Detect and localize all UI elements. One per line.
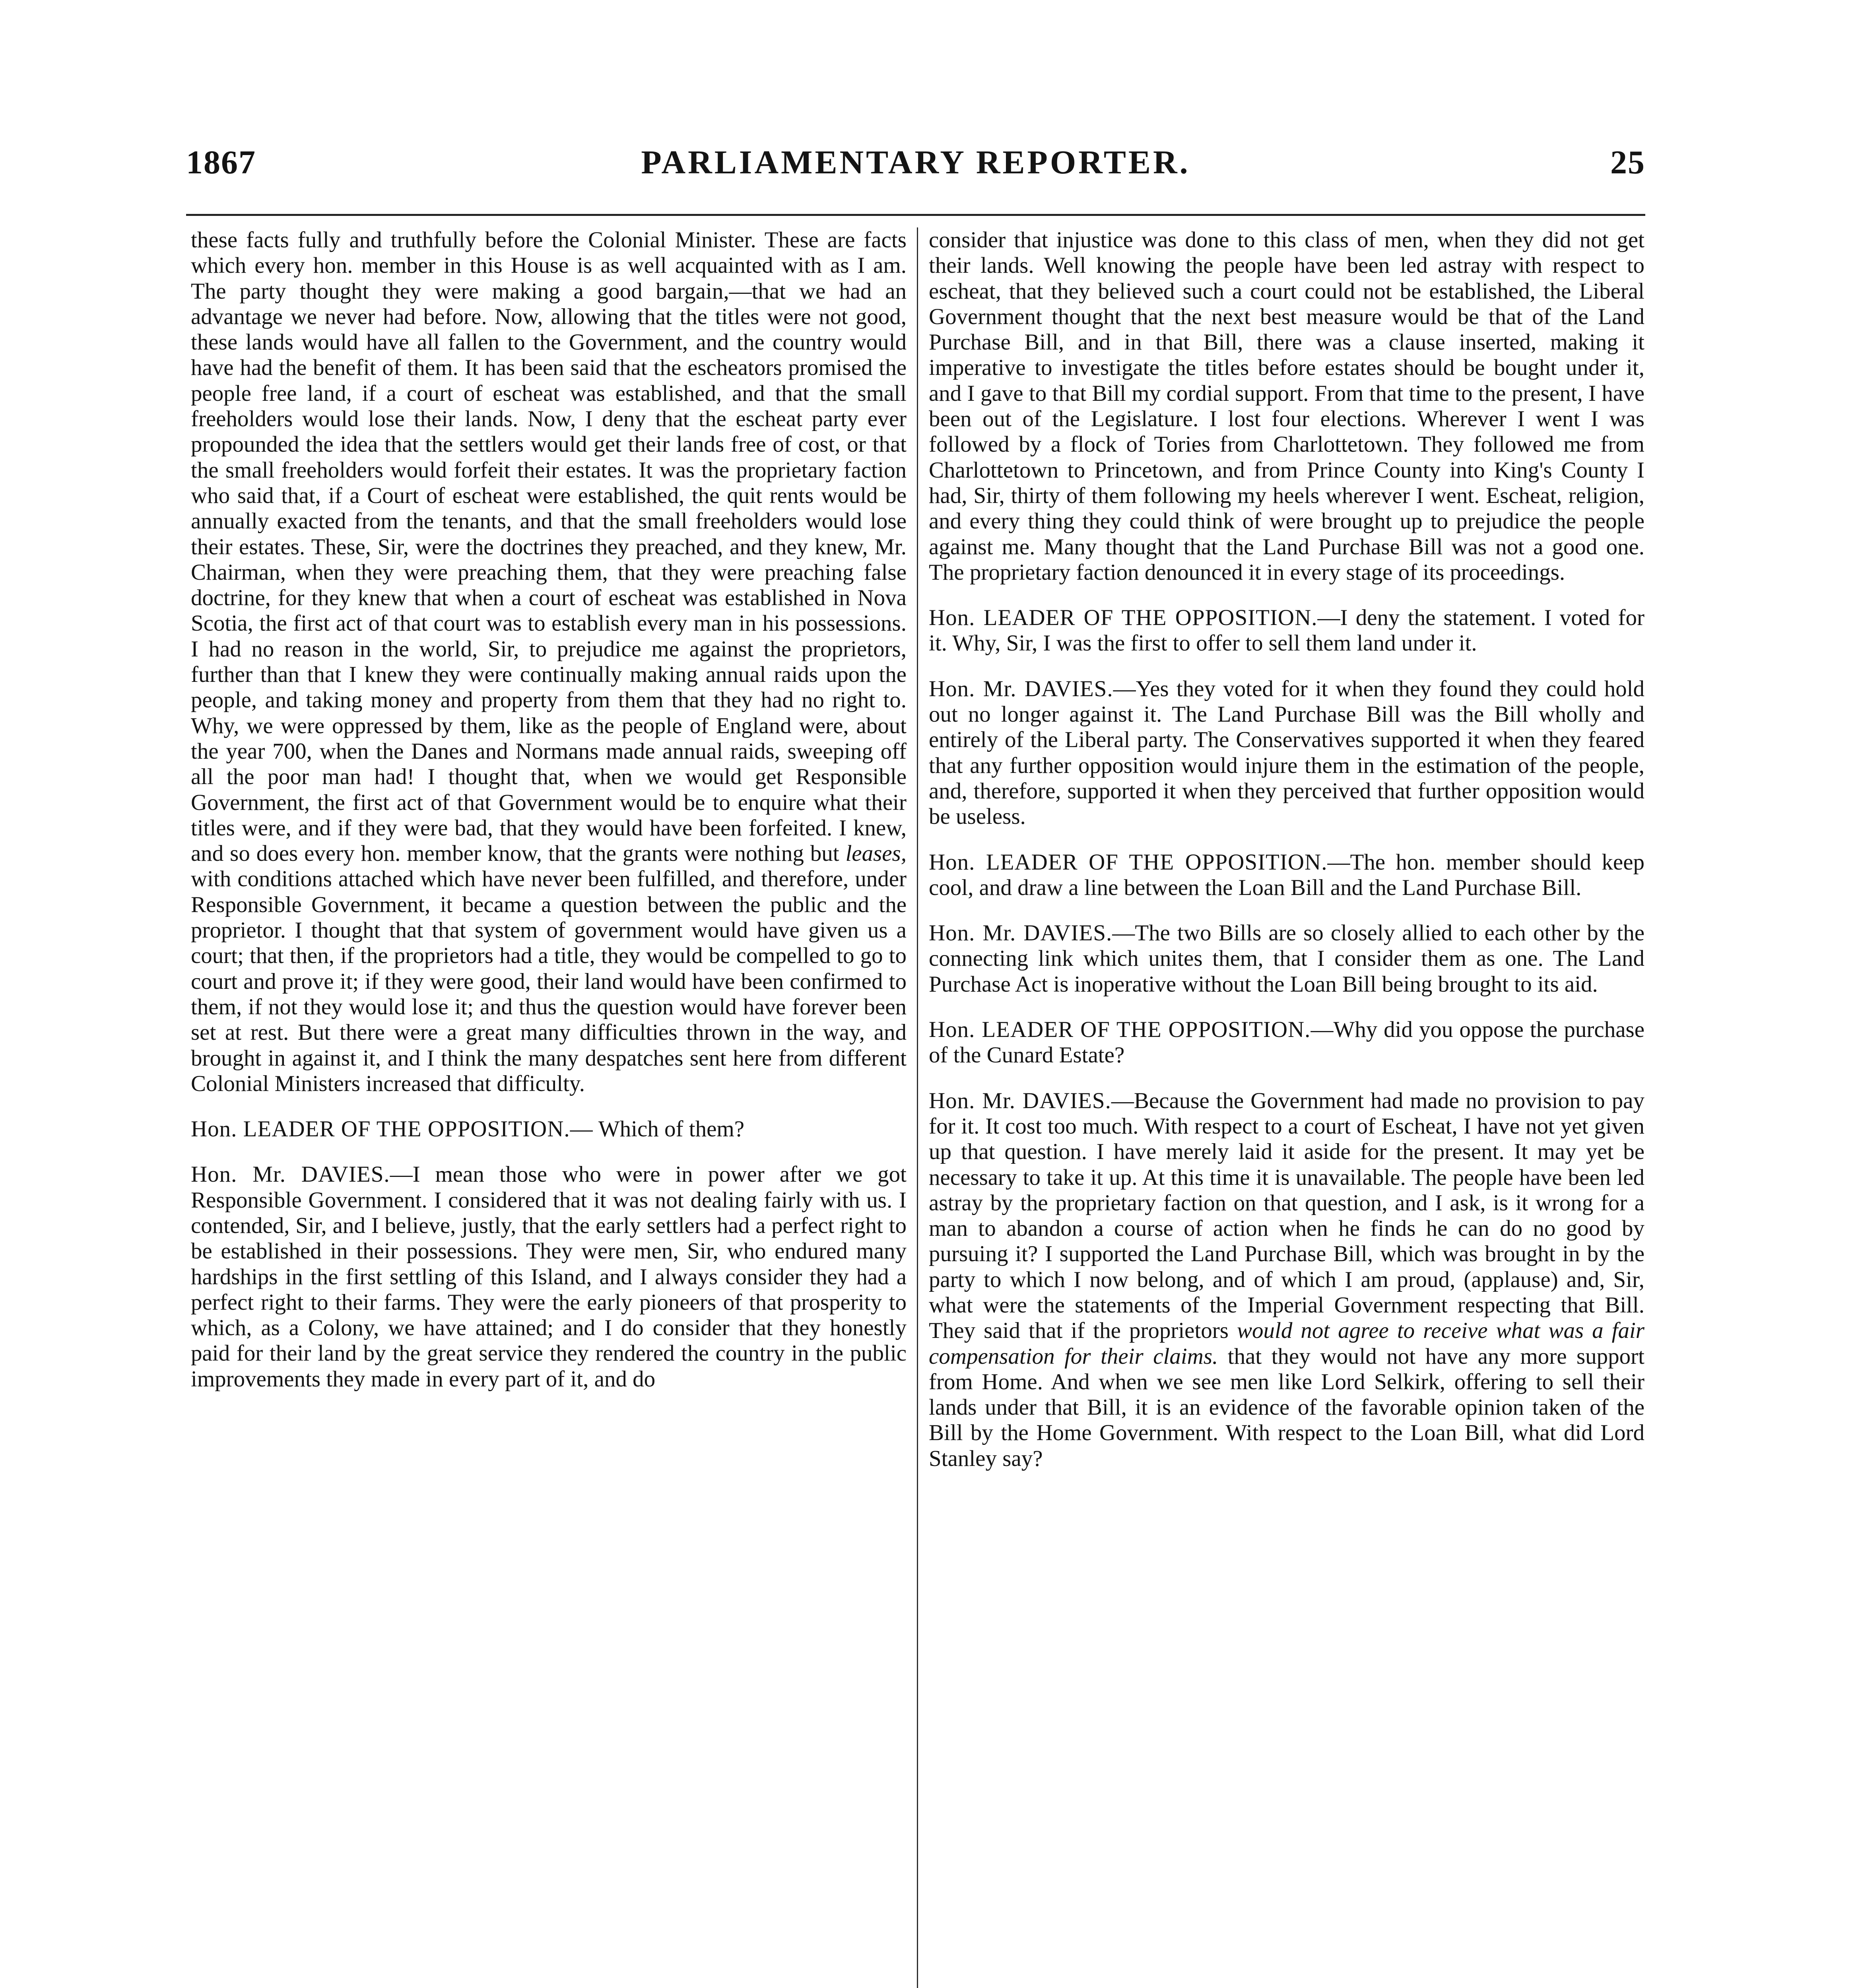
left-column [191,227,907,1392]
speech-text-italic: would not agree to receive what was a fair compensation for their claims. [929,1318,1644,1369]
speech-text: —The hon. member should keep cool, and draw a line between the Loan Bill and the Land Purchase Bill. [929,849,1644,900]
speech-text: —The two Bills are so closely allied to each other by the connecting link which unites them, that I consider them as one. The Land Purchase Act is inoperative without the Loan Bill being brought to its aid. [929,920,1645,997]
speaker-name: Hon. Mr. DAVIES. [191,1162,390,1187]
paragraph: consider that injustice was done to this class of men, when they did not get their lands. Well knowing the people have been led astray with respect to escheat, that they believed such a court could not be established, the Liberal Government thought that the next best measure would be that of the Land Purchase Bill, and in that Bill, there was a clause inserted, making it imperative to investigate the titles before estates should be bought under it, and I gave to that Bill my cordial support. From that time to the present, I have been out of the Legislature. I lost four elections. Wherever I went I was followed by a flock of Tories from Charlottetown. They followed me from Charlottetown to Princetown, and from Prince County into King's County I had, Sir, thirty of them following my heels wherever I went. Escheat, religion, and every thing they could think of were brought up to prejudice the people against me. Many thought that the Land Purchase Bill was not a good one. The proprietary faction denounced it in every stage of its proceedings. [929,227,1644,585]
speaker-name: Hon. Mr. DAVIES. [929,676,1113,701]
speech-text: —I mean those who were in power after we got Responsible Government. I considered that it was not dealing fairly with us. I contended, Sir, and I believe, justly, that the early settlers had a perfect right to be established in their possessions. They were men, Sir, who endured many hardships in the first settling of this Island, and I always consider they had a perfect right to their farms. They were the early pioneers of that prosperity to which, as a Colony, we have attained; and I do consider that they honestly paid for their land by the great service they rendered the country in the public improvements they made in every part of it, and do [191,1162,907,1392]
speaker-name: Hon. Mr. DAVIES. [929,1088,1111,1113]
publication-title: PARLIAMENTARY REPORTER. [641,144,1190,181]
speech-entry [191,1162,907,1392]
speech-entry [929,920,1644,997]
speech-text: —Yes they voted for it when they found they could hold out no longer against it. The Land Purchase Bill was the Bill wholly and entirely of the Liberal party. The Conservatives supported it when they feared that any further opposition would injure them in the estimation of the people, and, therefore, supported it when they perceived that further opposition would be useless. [929,676,1644,829]
speaker-name: Hon. LEADER OF THE OPPOSITION.— [191,1116,593,1142]
page-number: 25 [1610,144,1645,181]
header-rule [186,214,1645,216]
speech-entry [929,1088,1644,1472]
speech-text: —Why did you oppose the purchase of the Cunard Estate? [929,1017,1644,1068]
speech-entry [929,850,1644,901]
speech-entry [191,1116,907,1142]
page-header [186,143,1645,187]
speech-text: —Because the Government had made no provision to pay for it. It cost too much. With respect to a court of Escheat, I have not yet given up that question. I have merely laid it aside for the present. It may yet be necessary to take it up. At this time it is unavailable. The people have been led astray by the proprietary faction on that question, and I ask, is it wrong for a man to abandon a course of action when he finds he can do no good by pursuing it? I supported the Land Purchase Bill, which was brought in by the party to which I now belong, and of which I am proud, (applause) and, Sir, what were the statements of the Imperial Government respecting that Bill. They said that if the proprietors [929,1088,1644,1343]
speaker-name: Hon. LEADER OF THE OPPOSITION. [929,849,1328,875]
speech-text: that they would not have any more support from Home. And when we see men like Lord Selkirk, offering to sell their lands under that Bill, it is an evidence of the favorable opinion taken of the Bill by the Home Government. With respect to the Loan Bill, what did Lord Stanley say? [929,1343,1645,1471]
speech-text: Which of them? [598,1116,745,1142]
speech-entry [929,605,1644,656]
paragraph: these facts fully and truthfully before the Colonial Minister. These are facts which every hon. member in this House is as well acquainted with as I am. The party thought they were making a good bargain,—that we had an advantage we never had before. Now, allowing that the titles were not good, these lands would have all fallen to the Government, and the country would have had the benefit of them. It has been said that the escheators promised the people free land, if a court of escheat was established, and that the small freeholders would lose their lands. Now, I deny that the escheat party ever propounded the idea that the settlers would get their lands free of cost, or that the small freeholders would forfeit their estates. It was the proprietary faction who said that, if a Court of escheat were established, the quit rents would be annually exacted from the tenants, and that the small freeholders would lose their estates. These, Sir, were the doctrines they preached, and they knew, Mr. Chairman, when they were preaching them, that they were preaching false doctrine, for they knew that when a court of escheat was established in Nova Scotia, the first act of that court was to establish every man in his possessions. I had no reason in the world, Sir, to prejudice me against the proprietors, further than that I knew they were continually making annual raids upon the people, and taking money and property from them that they had no right to. Why, we were oppressed by them, like as the people of England were, about the year 700, when the Danes and Normans made annual raids, sweeping off all the poor man had! I thought that, when we would get Responsible Government, the first act of that Government would be to enquire what their titles were, and if they were bad, that they would have been forfeited. I knew, and so does every hon. member know, that the grants were nothing but leases, with conditions attached which have never been fulfilled, and therefore, under Responsible Government, it became a question between the public and the proprietor. I thought that that system of government would have given us a court; that then, if the proprietors had a title, they would be compelled to go to court and prove it; if they were good, their land would have been confirmed to them, if not they would lose it; and thus the question would have forever been set at rest. But there were a great many difficulties thrown in the way, and brought in against it, and I think the many despatches sent here from different Colonial Ministers increased that difficulty. [191,227,907,1096]
speaker-name: Hon. LEADER OF THE OPPOSITION. [929,1017,1311,1043]
speech-entry [929,676,1644,830]
speaker-name: Hon. LEADER OF THE OPPOSITION. [929,605,1318,631]
speech-entry [929,1017,1644,1068]
speech-text: —I deny the statement. I voted for it. Why, Sir, I was the first to offer to sell them land under it. [929,605,1644,656]
header-year: 1867 [186,144,256,181]
speaker-name: Hon. Mr. DAVIES. [929,920,1112,946]
right-column [929,227,1644,1472]
column-divider [917,227,918,1988]
